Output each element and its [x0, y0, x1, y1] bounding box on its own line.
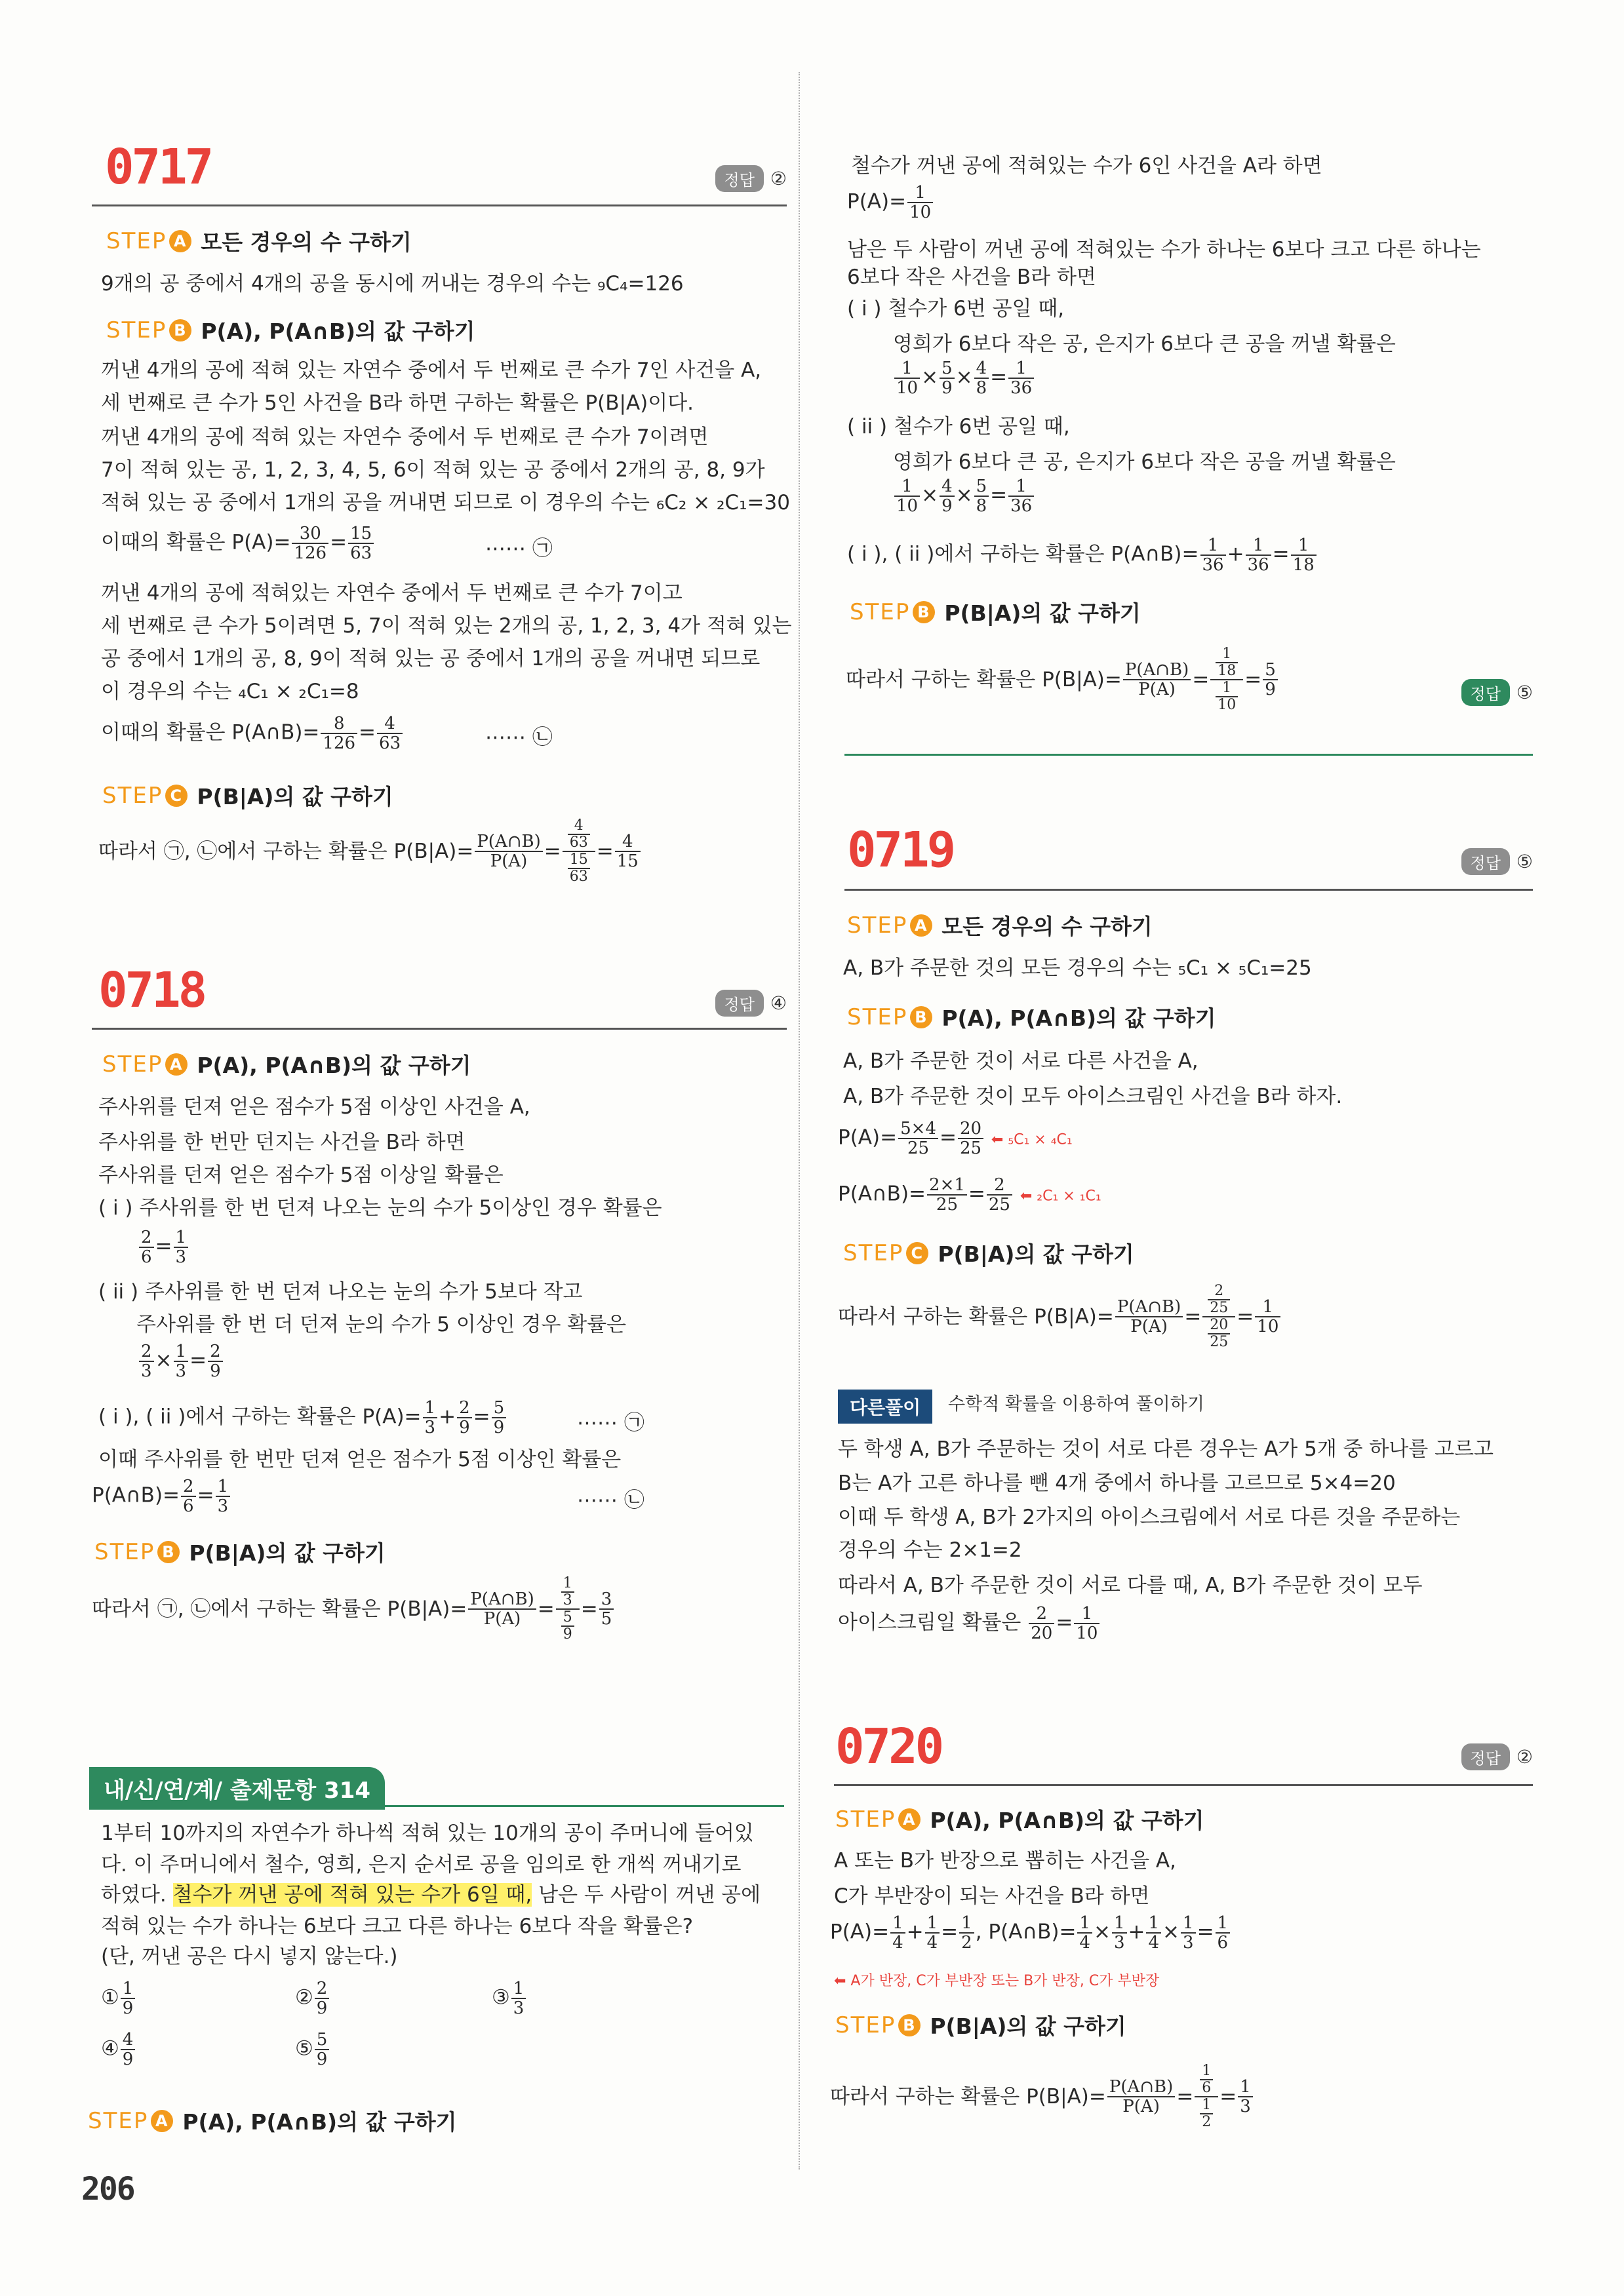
equation-line: ( i ), ( ii )에서 구하는 확률은 P(A)= $\frac{1}{3}$ + $\frac{2}{9}$ = $\frac{5}{9}$	[98, 1399, 507, 1437]
text-line: 이때 두 학생 A, B가 2가지의 아이스크림에서 서로 다른 것을 주문하는	[838, 1506, 1461, 1529]
section-line	[844, 754, 1533, 756]
equation-line: 따라서 ㉠, ㉡에서 구하는 확률은 P(B|A)= $\frac{P(A\cap B)}{P(A)}$ = 1 3 5 9 = $\frac{3}{5}$	[92, 1576, 615, 1643]
step-a-0720: STEP A P(A), P(A∩B)의 값 구하기	[835, 1806, 1204, 1833]
choice-2[interactable]: ② $\frac{2}{9}$	[295, 1979, 330, 2017]
page-number: 206	[81, 2171, 134, 2208]
column-separator	[799, 72, 800, 2170]
step-a-0719: STEP A 모든 경우의 수 구하기	[847, 912, 1153, 939]
highlight: 철수가 꺼낸 공에 적혀 있는 수가 6일 때,	[172, 1883, 532, 1907]
equation-line: 따라서 ㉠, ㉡에서 구하는 확률은 P(B|A)= $\frac{P(A\cap B)}{P(A)}$ = 4 63 15 63 = $\frac{4}{15}$	[98, 818, 642, 885]
step-b-0718: STEP B P(B|A)의 값 구하기	[94, 1538, 386, 1566]
text-line: 7이 적혀 있는 공, 1, 2, 3, 4, 5, 6이 적혀 있는 공 중에서 2개의 공, 8, 9가	[101, 458, 765, 482]
divider	[92, 1028, 787, 1030]
equation-mark: ⋯⋯ ㉠	[577, 1411, 644, 1435]
problem-number-0719: 0719	[847, 822, 954, 878]
equation-line: 따라서 구하는 확률은 P(B|A)= $\frac{P(A\cap B)}{P(A)}$ = 1 6 1 2 = $\frac{1}{3}$	[830, 2063, 1254, 2130]
text-line: 세 번째로 큰 수가 5이려면 5, 7이 적혀 있는 2개의 공, 1, 2, 3, 4가 적혀 있는	[101, 614, 792, 638]
text-line: 꺼낸 4개의 공에 적혀 있는 자연수 중에서 두 번째로 큰 수가 7인 사건을 A,	[101, 359, 762, 382]
text-line: 적혀 있는 공 중에서 1개의 공을 꺼내면 되므로 이 경우의 수는 ₆C₂ × ₂C₁=30	[101, 491, 790, 515]
divider	[92, 204, 787, 206]
question-line: 하였다. 철수가 꺼낸 공에 적혀 있는 수가 6일 때, 남은 두 사람이 꺼낸 공에	[101, 1883, 761, 1907]
question-line: 적혀 있는 수가 하나는 6보다 크고 다른 하나는 6보다 작을 확률은?	[101, 1915, 694, 1938]
step-title: P(A), P(A∩B)의 값 구하기	[201, 319, 475, 344]
text-line: 영희가 6보다 큰 공, 은지가 6보다 작은 공을 꺼낼 확률은	[893, 450, 1396, 474]
equation-line: P(A)= $\frac{1}{4}$ + $\frac{1}{4}$ = $\frac{1}{2}$ , P(A∩B)= $\frac{1}{4}$ × $\frac{1}{3}$ + $\frac{1}{4}$ × $\frac{1}{3}$ = $\frac{1}{6}$	[830, 1914, 1231, 1952]
text-line: A, B가 주문한 것이 서로 다른 사건을 A,	[843, 1049, 1198, 1073]
step-b-0717: STEP B P(A), P(A∩B)의 값 구하기	[106, 315, 475, 345]
equation-line: 이때의 확률은 P(A)= $\frac{30}{126}$ = $\frac{15}{63}$	[101, 524, 375, 562]
answer-0719: 정답 ⑤	[1461, 848, 1533, 875]
text-line: 남은 두 사람이 꺼낸 공에 적혀있는 수가 하나는 6보다 크고 다른 하나는	[847, 238, 1481, 262]
answer-0717	[715, 165, 787, 192]
step-c-0719: STEP C P(B|A)의 값 구하기	[843, 1239, 1134, 1267]
choice-5[interactable]: ⑤ $\frac{5}{9}$	[295, 2031, 330, 2069]
step-a-0717	[106, 225, 412, 256]
question-line: 1부터 10까지의 자연수가 하나씩 적혀 있는 10개의 공이 주머니에 들어있	[101, 1821, 754, 1845]
text-line: 공 중에서 1개의 공, 8, 9이 적혀 있는 공 중에서 1개의 공을 꺼내면 되므로	[101, 647, 761, 671]
text-line: 꺼낸 4개의 공에 적혀 있는 자연수 중에서 두 번째로 큰 수가 7이려면	[101, 425, 709, 449]
equation-line: P(A∩B)= $\frac{2\times 1}{25}$ = $\frac{2}{25}$ ⬅ ₂C₁ × ₁C₁	[838, 1175, 1101, 1215]
text-line: ( i ) 철수가 6번 공일 때,	[847, 297, 1065, 321]
text-line: 세 번째로 큰 수가 5인 사건을 B라 하면 구하는 확률은 P(B|A)이다.	[101, 391, 694, 415]
equation-mark: ⋯⋯ ㉡	[577, 1489, 644, 1512]
equation-line: 이때의 확률은 P(A∩B)= $\frac{8}{126}$ = $\frac{4}{63}$	[101, 714, 404, 752]
choice-4[interactable]: ④ $\frac{4}{9}$	[101, 2031, 136, 2069]
step-title: 모든 경우의 수 구하기	[201, 229, 412, 255]
step-badge: A	[169, 230, 191, 252]
equation-line: $\frac{2}{3}$ × $\frac{1}{3}$ = $\frac{2}{9}$	[138, 1342, 224, 1380]
text-line: A 또는 B가 반장으로 뽑히는 사건을 A,	[834, 1849, 1176, 1873]
text-line: 주사위를 한 번 더 던져 눈의 수가 5 이상인 경우 확률은	[136, 1313, 627, 1336]
text-line: 두 학생 A, B가 주문하는 것이 서로 다른 경우는 A가 5개 중 하나를 고르고	[838, 1437, 1494, 1461]
step-c-0717: STEP C P(B|A)의 값 구하기	[102, 780, 393, 811]
annotation-note: ⬅ ₂C₁ × ₁C₁	[1020, 1188, 1101, 1205]
text-line: 주사위를 한 번만 던지는 사건을 B라 하면	[98, 1131, 465, 1154]
problem-number-0720: 0720	[835, 1719, 942, 1775]
text-line: 6보다 작은 사건을 B라 하면	[847, 265, 1096, 289]
text-line: 주사위를 던져 얻은 점수가 5점 이상일 확률은	[98, 1163, 504, 1187]
divider	[834, 1784, 1533, 1786]
alt-solution-label: 다른풀이	[838, 1390, 932, 1424]
exam-box-line	[89, 1805, 784, 1807]
step-title: P(B|A)의 값 구하기	[197, 784, 393, 809]
equation-line: $\frac{1}{10}$ × $\frac{4}{9}$ × $\frac{5}{8}$ = $\frac{1}{36}$	[893, 477, 1035, 515]
equation-line: P(A∩B)= $\frac{2}{6}$ = $\frac{1}{3}$	[92, 1477, 231, 1515]
alt-solution-title: 수학적 확률을 이용하여 풀이하기	[948, 1394, 1204, 1414]
step-b-0719: STEP B P(A), P(A∩B)의 값 구하기	[847, 1003, 1216, 1031]
text-line: ( ii ) 철수가 6번 공일 때,	[847, 415, 1070, 438]
step-a-314: STEP A P(A), P(A∩B)의 값 구하기	[88, 2107, 457, 2135]
text-line: A, B가 주문한 것의 모든 경우의 수는 ₅C₁ × ₅C₁=25	[843, 956, 1312, 980]
answer-value: ②	[770, 168, 787, 189]
equation-line: 아이스크림일 확률은 $\frac{2}{20}$ = $\frac{1}{10}$	[838, 1605, 1101, 1643]
annotation-note: ⬅ ₅C₁ × ₄C₁	[991, 1131, 1073, 1148]
equation-line: $\frac{2}{6}$ = $\frac{1}{3}$	[138, 1228, 189, 1266]
exam-box-title: 내/신/연/계/ 출제문항 314	[89, 1767, 385, 1810]
equation-line: ( i ), ( ii )에서 구하는 확률은 P(A∩B)= $\frac{1}{36}$ + $\frac{1}{36}$ = $\frac{1}{18}$	[847, 536, 1318, 574]
text-line: A, B가 주문한 것이 모두 아이스크림인 사건을 B라 하자.	[843, 1085, 1343, 1108]
step-b-right: STEP B P(B|A)의 값 구하기	[850, 598, 1141, 626]
choice-1[interactable]: ① $\frac{1}{9}$	[101, 1979, 136, 2017]
step-a-0718: STEP A P(A), P(A∩B)의 값 구하기	[102, 1051, 471, 1078]
text-line: 철수가 꺼낸 공에 적혀있는 수가 6인 사건을 A라 하면	[851, 154, 1322, 178]
text-line: 이때 주사위를 한 번만 던져 얻은 점수가 5점 이상인 확률은	[98, 1448, 622, 1471]
text-line: B는 A가 고른 하나를 뺀 4개 중에서 하나를 고르므로 5×4=20	[838, 1471, 1396, 1495]
problem-number-0718: 0718	[98, 962, 205, 1019]
equation-line: 따라서 구하는 확률은 P(B|A)= $\frac{P(A\cap B)}{P(A)}$ = 1 18 1 10 = $\frac{5}{9}$	[846, 646, 1279, 713]
answer-0720: 정답 ②	[1461, 1743, 1533, 1770]
text-line: C가 부반장이 되는 사건을 B라 하면	[834, 1884, 1150, 1908]
equation-line: P(A)= $\frac{1}{10}$	[847, 184, 934, 222]
problem-number-0717: 0717	[105, 139, 212, 195]
equation-line: 따라서 구하는 확률은 P(B|A)= $\frac{P(A\cap B)}{P(A)}$ = 2 25 20 25 = $\frac{1}{10}$	[838, 1283, 1282, 1350]
answer-tag: 정답	[715, 165, 764, 192]
equation-line: $\frac{1}{10}$ × $\frac{5}{9}$ × $\frac{4}{8}$ = $\frac{1}{36}$	[893, 359, 1035, 397]
annotation-note: ⬅ A가 반장, C가 부반장 또는 B가 반장, C가 부반장	[834, 1973, 1160, 1989]
answer-0718: 정답 ④	[715, 990, 787, 1017]
text-line: 경우의 수는 2×1=2	[838, 1538, 1022, 1562]
text-line: 따라서 A, B가 주문한 것이 서로 다를 때, A, B가 주문한 것이 모두	[838, 1574, 1423, 1597]
text-line: ( ii ) 주사위를 한 번 던져 나오는 눈의 수가 5보다 작고	[98, 1280, 583, 1304]
fraction: $\frac{30}{126}$	[292, 524, 328, 562]
equation-line: P(A)= $\frac{5\times 4}{25}$ = $\frac{20}{25}$ ⬅ ₅C₁ × ₄C₁	[838, 1119, 1073, 1158]
question-line: (단, 꺼낸 공은 다시 넣지 않는다.)	[101, 1945, 398, 1968]
text-line: ( i ) 주사위를 한 번 던져 나오는 눈의 수가 5이상인 경우 확률은	[98, 1196, 662, 1220]
divider	[844, 889, 1533, 891]
text-line: 9개의 공 중에서 4개의 공을 동시에 꺼내는 경우의 수는 ₉C₄=126	[101, 272, 684, 296]
choice-3[interactable]: ③ $\frac{1}{3}$	[492, 1979, 527, 2017]
answer-0718b: 정답 ⑤	[1461, 679, 1533, 706]
text-line: 꺼낸 4개의 공에 적혀있는 자연수 중에서 두 번째로 큰 수가 7이고	[101, 581, 683, 605]
equation-mark: ⋯⋯ ㉡	[485, 726, 553, 749]
text-line: 영희가 6보다 작은 공, 은지가 6보다 큰 공을 꺼낼 확률은	[893, 332, 1396, 356]
equation-mark: ⋯⋯ ㉠	[485, 537, 553, 560]
step-label: STEP	[106, 227, 167, 254]
fraction: $\frac{15}{63}$	[348, 524, 374, 562]
text-line: 이 경우의 수는 ₄C₁ × ₂C₁=8	[101, 680, 359, 703]
question-line: 다. 이 주머니에서 철수, 영희, 은지 순서로 공을 임의로 한 개씩 꺼내기로	[101, 1853, 742, 1877]
step-b-0720: STEP B P(B|A)의 값 구하기	[835, 2012, 1126, 2039]
text-line: 주사위를 던져 얻은 점수가 5점 이상인 사건을 A,	[98, 1095, 530, 1119]
